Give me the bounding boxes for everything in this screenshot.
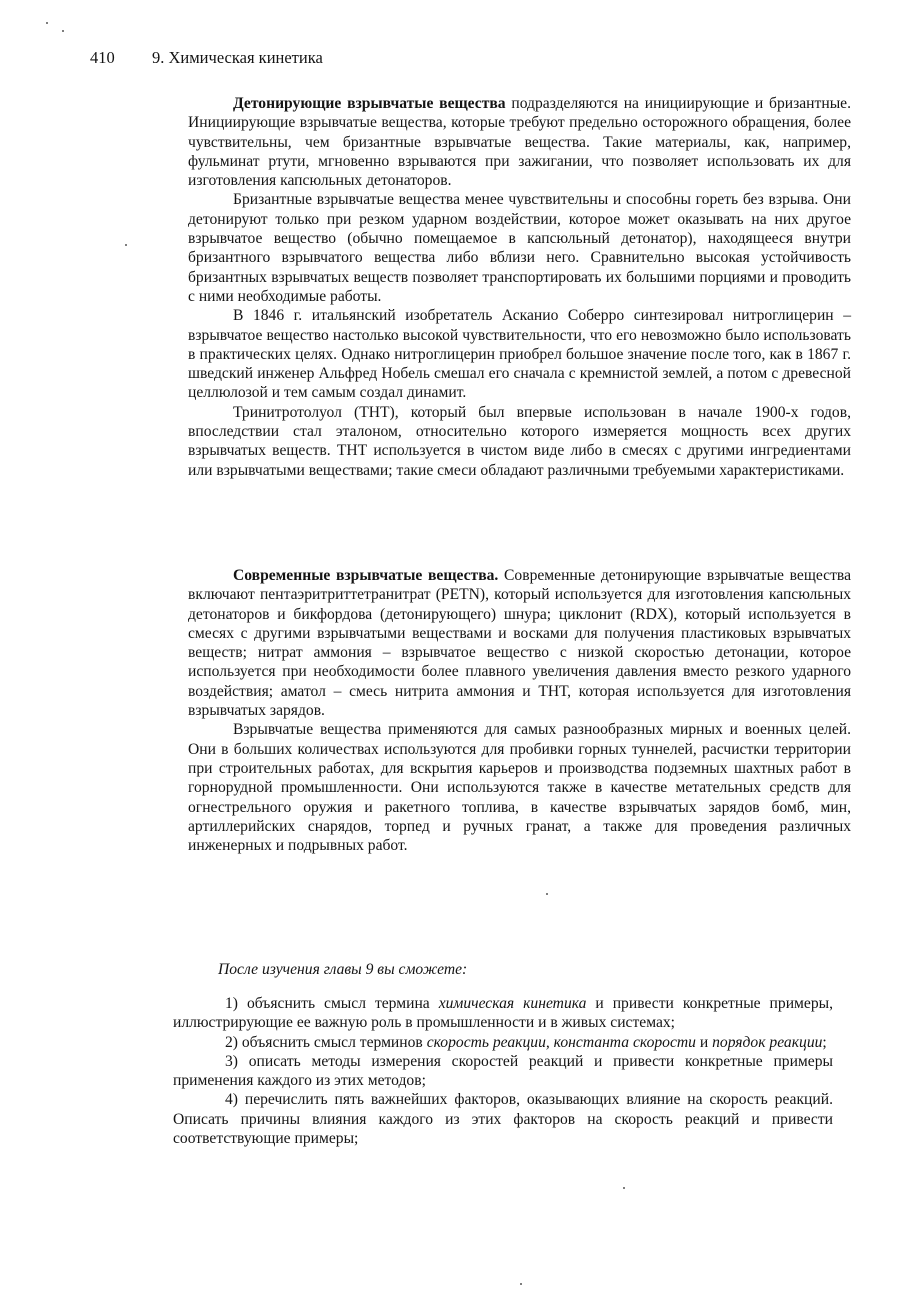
goal-text: 1) объяснить смысл термина <box>225 995 439 1012</box>
paragraph <box>188 566 851 720</box>
running-header <box>90 48 323 68</box>
scan-speck <box>125 244 127 246</box>
goal-term: порядок реакции <box>712 1033 823 1051</box>
goal-term: химическая кинетика <box>438 995 587 1012</box>
scan-speck <box>62 30 64 32</box>
paragraph-lead-heading: Детонирующие взрывчатые вещества <box>233 95 506 112</box>
learning-goals-title: После изучения главы 9 вы сможете: <box>218 961 468 978</box>
goal-item <box>173 1033 833 1052</box>
paragraph: Взрывчатые вещества применяются для самых разнообразных мирных и военных целей. Они в больших количествах используются для пробивки горных туннелей, расчистки территории при строительных работах, для вскрытия карьеров и производства подземных шахтных работ в горнорудной промышленности. Они используются также в качестве метательных средств для огнестрельного оружия и ракетного топлива, в качестве взрывчатых зарядов бомб, мин, артиллерийских снарядов, торпед и ручных гранат, а также для проведения различных инженерных и подрывных работ. <box>188 721 851 855</box>
goal-text: ; <box>822 1033 827 1051</box>
paragraph-text: Современные детонирующие взрывчатые вещества включают пентаэритриттетранитрат (PETN), который используется для изготовления капсюльных детонаторов и бикфордова (детонирующего) шнура; циклонит (RDX), который используется в смесях с другими взрывчатыми веществами и восками для получения пластиковых взрывчатых веществ; нитрат аммония – взрывчатое вещество с низкой скоростью детонации, которое используется при необходимости более плавного увеличения давления вместо резкого ударного воздействия; аматол – смесь нитрита аммония и ТНТ, которая используется для изготовления взрывчатых зарядов. <box>188 567 851 720</box>
goal-term: скорость реакции, константа скорости <box>426 1033 696 1051</box>
modern-explosives-section <box>188 566 851 855</box>
page-number: 410 <box>90 48 115 67</box>
goal-text: 2) объяснить смысл терминов <box>225 1033 427 1051</box>
paragraph-text: подразделяются на инициирующие и бризантные. Инициирующие взрывчатые вещества, которые требуют предельно осторожного обращения, более чувствительны, чем бризантные взрывчатые вещества. Такие материалы, как, например, фульминат ртути, мгновенно взрываются при зажигании, что позволяет использовать их для изготовления капсюльных детонаторов. <box>188 95 851 190</box>
paragraph: Тринитротолуол (ТНТ), который был впервые использован в начале 1900-х годов, впоследствии стал эталоном, относительно которого измеряется мощность всех других взрывчатых веществ. ТНТ используется в чистом виде либо в смесях с другими ингредиентами или взрывчатыми веществами; такие смеси обладают различными требуемыми характеристиками. <box>188 403 851 479</box>
goal-item: 3) описать методы измерения скоростей реакций и привести конкретные примеры применения каждого из этих методов; <box>173 1052 833 1090</box>
scan-speck <box>546 893 548 895</box>
paragraph: Бризантные взрывчатые вещества менее чувствительны и способны гореть без взрыва. Они детонируют только при резком ударном воздействии, которое может оказывать на них другое взрывчатое вещество (обычно помещаемое в капсюльный детонатор), находящееся внутри бризантного взрывчатого вещества либо вблизи него. Сравнительно высокая устойчивость бризантных взрывчатых веществ позволяет транспортировать их большими порциями и проводить с ними необходимые работы. <box>188 191 851 305</box>
goal-text: и привести конкретные примеры, иллюстрирующие ее важную роль в промышленности и в живых системах; <box>173 995 833 1032</box>
chapter-title: 9. Химическая кинетика <box>152 48 323 67</box>
paragraph <box>188 94 851 190</box>
learning-goals-list <box>173 994 833 1148</box>
scan-speck <box>46 22 48 24</box>
paragraph-lead-heading: Современные взрывчатые вещества. <box>233 567 499 584</box>
scan-speck <box>520 1283 522 1285</box>
goal-text: и <box>695 1033 713 1051</box>
detonating-explosives-section <box>188 94 851 480</box>
scan-speck <box>623 1187 625 1189</box>
goal-item <box>173 994 833 1033</box>
goal-item: 4) перечислить пять важнейших факторов, оказывающих влияние на скорость реакций. Описать причины влияния каждого из этих факторов на скорость реакций и привести соответствующие примеры; <box>173 1091 833 1148</box>
paragraph: В 1846 г. итальянский изобретатель Асканио Соберро синтезировал нитроглицерин – взрывчатое вещество настолько высокой чувствительности, что его невозможно было использовать в практических целях. Однако нитроглицерин приобрел большое значение после того, как в 1867 г. шведский инженер Альфред Нобель смешал его сначала с кремнистой землей, а потом с древесной целлюлозой и тем самым создал динамит. <box>188 307 851 402</box>
